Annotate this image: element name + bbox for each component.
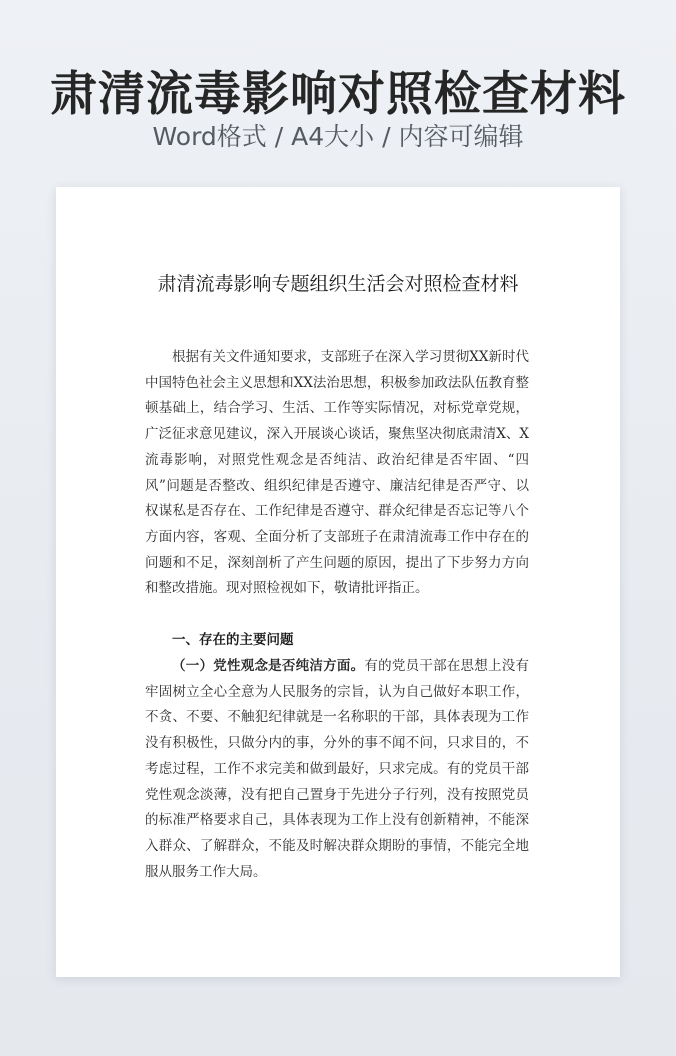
document-title: 肃清流毒影响专题组织生活会对照检查材料	[157, 273, 519, 295]
banner-title: 肃清流毒影响对照检查材料	[50, 67, 626, 122]
intro-paragraph: 根据有关文件通知要求，支部班子在深入学习贯彻XX新时代中国特色社会主义思想和XX法治思想，积极参加政法队伍教育整顿基础上，结合学习、生活、工作等实际情况，对标党章党规，广泛征求意见建议，深入开展谈心谈话，聚焦坚决彻底肃清X、X流毒影响，对照党性观念是否纯洁、政治纪律是否牢固、“四风”问题是否整改、组织纪律是否遵守、廉洁纪律是否严守、以权谋私是否存在、工作纪律是否遵守、群众纪律是否忘记等八个方面内容，客观、全面分析了支部班子在肃清流毒工作中存在的问题和不足，深刻剖析了产生问题的原因，提出了下步努力方向和整改措施。现对照检视如下，敬请批评指正。	[145, 349, 529, 597]
document-page	[56, 187, 620, 977]
section-heading: 一、存在的主要问题	[172, 632, 294, 648]
subsection-body: 有的党员干部在思想上没有牢固树立全心全意为人民服务的宗旨，认为自己做好本职工作，不贪、不要、不触犯纪律就是一名称职的干部，具体表现为工作没有积极性，只做分内的事，分外的事不闻不问，只求目的，不考虑过程，工作不求完美和做到最好，只求完成。有的党员干部党性观念淡薄，没有把自己置身于先进分子行列，没有按照党员的标准严格要求自己，具体表现为工作上没有创新精神，不能深入群众、了解群众，不能及时解决群众期盼的事情，不能完全地服从服务工作大局。	[145, 658, 530, 880]
banner-subtitle: Word格式 / A4大小 / 内容可编辑	[152, 122, 524, 151]
section-paragraph	[145, 654, 529, 885]
subsection-heading: （一）党性观念是否纯洁方面。	[172, 658, 365, 674]
